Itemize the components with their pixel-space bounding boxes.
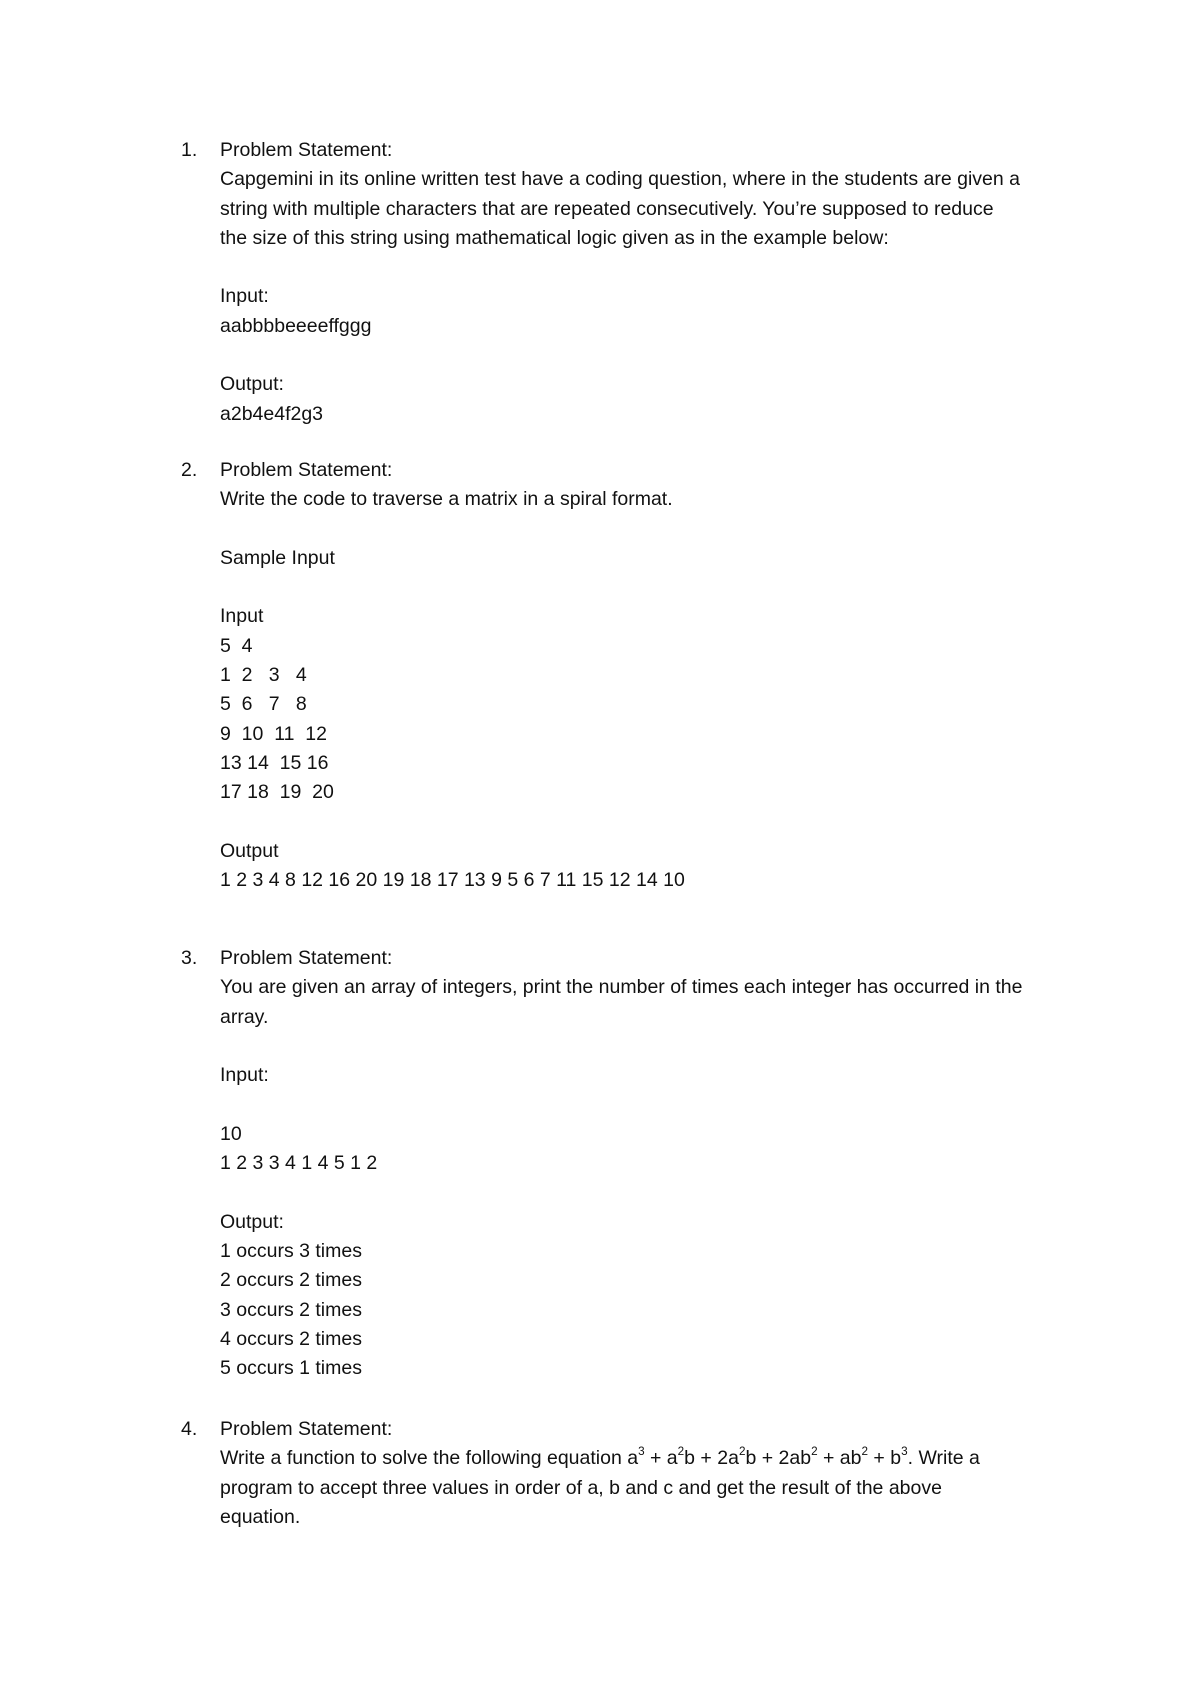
equation-term: + b — [868, 1447, 902, 1470]
output-label: Output: — [220, 373, 284, 396]
matrix-row: 1 2 3 4 — [220, 664, 307, 687]
problem-heading: Problem Statement: — [220, 459, 393, 481]
exponent: 2 — [677, 1445, 685, 1459]
input-line: 10 — [220, 1122, 242, 1145]
input-label: Input: — [220, 285, 269, 308]
problem-text-line: string with multiple characters that are repeated consecutively. You’re supposed to reduce — [220, 197, 994, 220]
problem-heading: Problem Statement: — [220, 139, 393, 161]
output-line: 5 occurs 1 times — [220, 1357, 362, 1380]
input-line: 1 2 3 3 4 1 4 5 1 2 — [220, 1152, 378, 1175]
exponent: 3 — [638, 1445, 645, 1459]
input-label: Input: — [220, 1064, 269, 1087]
matrix-row: 5 4 — [220, 634, 253, 657]
input-value: aabbbbeeeeffggg — [220, 314, 372, 337]
problem-number: 2. — [181, 459, 198, 481]
problem-text-line: Capgemini in its online written test have a coding question, where in the students are given a — [220, 168, 1020, 191]
equation-term: b + 2a — [684, 1447, 739, 1470]
output-label: Output: — [220, 1210, 284, 1233]
input-label: Input — [220, 605, 264, 628]
sample-input-label: Sample Input — [220, 546, 335, 569]
problem-heading: Problem Statement: — [220, 947, 393, 969]
output-line: 2 occurs 2 times — [220, 1269, 362, 1292]
problem-text-line: program to accept three values in order of a, b and c and get the result of the above — [220, 1476, 942, 1499]
output-line: 3 occurs 2 times — [220, 1298, 362, 1321]
problem-text-line: equation. — [220, 1505, 301, 1528]
matrix-row: 5 6 7 8 — [220, 693, 307, 716]
equation-line — [220, 1444, 1090, 1473]
equation-term: + a — [644, 1447, 678, 1470]
output-value: a2b4e4f2g3 — [220, 402, 324, 425]
output-label: Output — [220, 839, 279, 862]
output-value: 1 2 3 4 8 12 16 20 19 18 17 13 9 5 6 7 11 15 12 14 10 — [220, 869, 685, 892]
exponent: 2 — [738, 1445, 746, 1459]
equation-term: + ab — [817, 1447, 862, 1470]
equation-intro: Write a function to solve the following equation a — [220, 1447, 639, 1470]
matrix-row: 13 14 15 16 — [220, 751, 329, 774]
exponent: 3 — [901, 1445, 908, 1459]
problem-number: 4. — [181, 1418, 198, 1440]
problem-text-line: You are given an array of integers, print the number of times each integer has occurred in the — [220, 976, 1023, 999]
matrix-row: 9 10 11 12 — [220, 722, 327, 745]
equation-term: . Write a — [907, 1447, 980, 1470]
output-line: 4 occurs 2 times — [220, 1327, 362, 1350]
problem-heading: Problem Statement: — [220, 1418, 393, 1440]
equation-term: b + 2ab — [745, 1447, 812, 1470]
problem-text-line: the size of this string using mathematical logic given as in the example below: — [220, 226, 889, 249]
problem-text: Write the code to traverse a matrix in a spiral format. — [220, 488, 673, 511]
problem-text-line: array. — [220, 1005, 269, 1028]
output-line: 1 occurs 3 times — [220, 1239, 362, 1262]
matrix-row: 17 18 19 20 — [220, 781, 334, 804]
exponent: 2 — [811, 1445, 818, 1459]
problem-number: 1. — [181, 139, 198, 161]
exponent: 2 — [861, 1445, 869, 1459]
problem-number: 3. — [181, 947, 198, 969]
